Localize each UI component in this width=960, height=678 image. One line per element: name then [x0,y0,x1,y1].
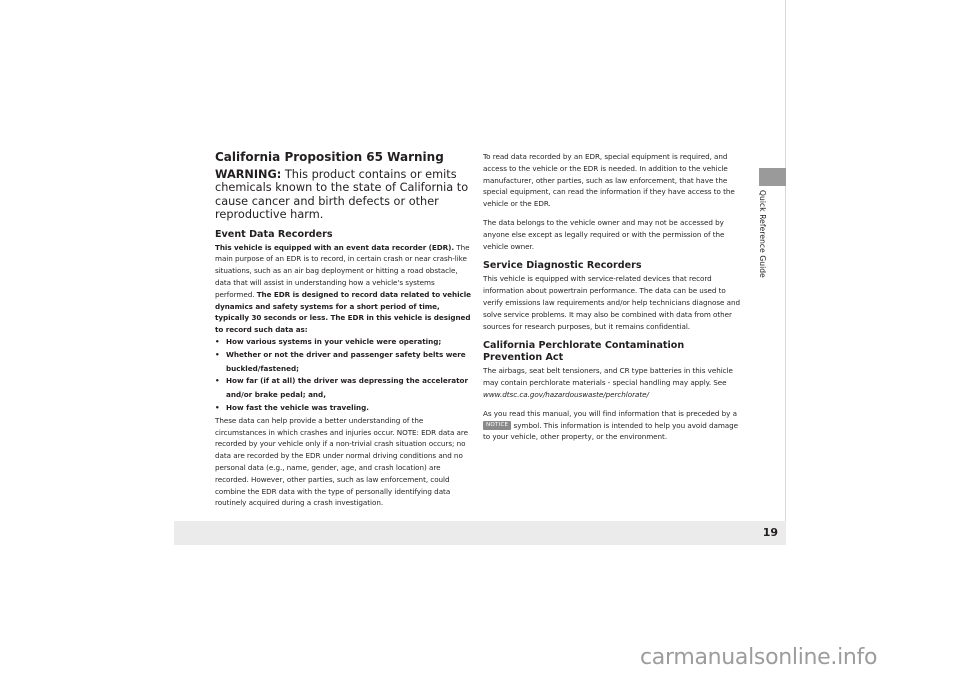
edr-heading: Event Data Recorders [215,228,333,240]
side-rule [785,0,786,545]
perchlorate-text: The airbags, seat belt tensioners, and CR type batteries in this vehicle may contain perchlorate materials - special handling may apply. See [483,366,733,388]
perchlorate-paragraph [483,365,743,400]
perchlorate-heading: California Perchlorate Contamination Prevention Act [483,340,685,364]
bullet-line2: and/or brake pedal; and, [226,390,326,400]
bullet-icon: • [215,337,220,346]
prop65-heading: California Proposition 65 Warning [215,150,444,164]
right-column [483,151,743,443]
sdr-heading: Service Diagnostic Recorders [483,260,642,272]
edr-owner-paragraph: The data belongs to the vehicle owner and may not be accessed by anyone else except as legally required or with the permission of the vehicle owner. [483,217,725,251]
bullet-line1: How fast the vehicle was traveling. [226,402,370,412]
bullet-icon: • [215,376,220,386]
section-tab[interactable] [759,168,786,186]
section-tab-label: Quick Reference Guide [758,190,767,278]
bullet-icon: • [215,402,220,412]
edr-bullet-list [215,336,471,414]
bullet-icon: • [215,349,220,359]
warning-label: WARNING: [215,168,282,181]
bullet-line1: How far (if at all) the driver was depressing the accelerator [226,376,469,386]
sdr-paragraph: This vehicle is equipped with service-related devices that record information about powertrain performance. The data can be used to verify emissions law requirements and/or help technicians diagnose and solve service problems. It may also be combined with data from other sources for research purposes, but it remains confidential. [483,274,740,331]
list-item [215,349,471,375]
bullet-line2: buckled/fastened; [226,363,299,373]
bullet-line1: How various systems in your vehicle were operating; [226,337,442,346]
warning-text: This product contains or emits chemicals known to the state of California to cause cancer and birth defects or other reproductive harm. [215,168,469,222]
edr-intro-bold2: The EDR is designed to record data related to vehicle dynamics and safety systems for a short period of time, typically 30 seconds or less. The EDR in this vehicle is designed to record such data as: [215,289,471,335]
list-item [215,402,471,414]
site-watermark: carmanualsonline.info [640,645,878,670]
edr-read-paragraph: To read data recorded by an EDR, special equipment is required, and access to the vehicle or the EDR is needed. In addition to the vehicle manufacturer, other parties, such as law enforcement, that have the special equipment, can read the information if they have access to the vehicle or the EDR. [483,152,735,209]
edr-intro [215,242,471,336]
edr-intro-bold: This vehicle is equipped with an event data recorder (EDR). [215,242,455,252]
notice-post: symbol. This information is intended to help you avoid damage to your vehicle, other property, or the environment. [483,420,739,442]
notice-badge-icon: NOTICE [483,421,511,430]
list-item [215,336,471,348]
edr-intro-text: The main purpose of an EDR is to record, in certain crash or near crash-like situations, such as an air bag deployment or hitting a road obstacle, data that will assist in understanding how a vehicle's systems performed. [215,242,470,299]
edr-closing: These data can help provide a better understanding of the circumstances in which crashes and injuries occur. NOTE: EDR data are recorded by your vehicle only if a non-trivial crash situation occurs; no data are recorded by the EDR under normal driving conditions and no personal data (e.g., name, gender, age, and crash location) are recorded. However, other parties, such as law enforcement, could combine the EDR data with the type of personally identifying data routinely acquired during a crash investigation. [215,415,469,508]
bullet-line1: Whether or not the driver and passenger safety belts were [226,349,466,359]
notice-paragraph [483,408,743,443]
perchlorate-link[interactable]: www.dtsc.ca.gov/hazardouswaste/perchlorate/ [483,389,649,399]
page-footer [174,521,786,545]
prop65-warning [215,168,471,222]
list-item [215,375,471,401]
notice-pre: As you read this manual, you will find information that is preceded by a [483,408,737,418]
left-column [215,150,471,509]
page-number: 19 [762,526,778,539]
